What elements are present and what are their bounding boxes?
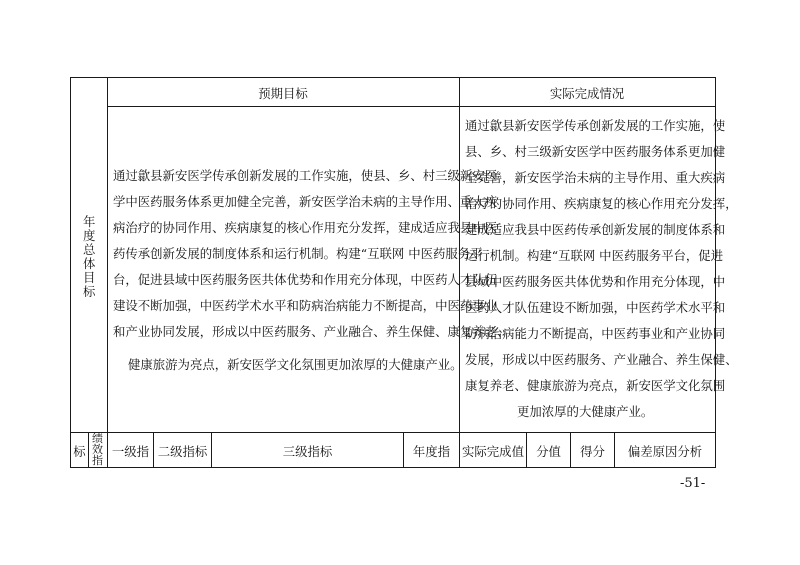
col-divider-1: [88, 432, 89, 468]
col-score-value: 分值: [536, 444, 561, 459]
expected-line: 健康旅游为亮点，新安医学文化氛围更加浓厚的大健康产业。: [128, 357, 463, 372]
col-score: 得分: [580, 444, 605, 459]
page-number: -51-: [680, 476, 706, 491]
actual-line: 运行机制。构建“互联网 中医药服务平台，促进: [465, 248, 724, 263]
table-left-border: [70, 77, 71, 468]
header-row-border: [107, 106, 716, 107]
actual-line: 康复养老、健康旅游为亮点，新安医学文化氛围: [465, 378, 726, 393]
col-level1-indicator: 一级指: [111, 444, 150, 459]
expected-line: 建设不断加强，中医药学术水平和防病治病能力不断提高，中医药事业: [113, 298, 498, 313]
actual-line: 通过歙县新安医学传承创新发展的工作实施，使: [465, 118, 726, 133]
metric-row-top-border: [70, 432, 716, 433]
expected-line: 和产业协同发展，形成以中医药服务、产业融合、养生保健、康复养老、: [113, 324, 510, 339]
expected-line: 学中医药服务体系更加健全完善，新安医学治未病的主导作用、重大疾: [113, 194, 498, 209]
sidebar-bottom-label: 标: [73, 444, 86, 459]
col-deviation-analysis: 偏差原因分析: [627, 444, 703, 459]
actual-line: 医药人才队伍建设不断加强，中医药学术水平和: [465, 300, 726, 315]
expected-title: 预期目标: [258, 86, 308, 101]
section-label-vertical: 年度总体目标: [83, 214, 96, 299]
expected-line: 通过歙县新安医学传承创新发展的工作实施，使县、乡、村三级新安医: [113, 168, 498, 183]
col-annual-indicator: 年度指: [412, 444, 451, 459]
expected-line: 台，促进县域中医药服务医共体优势和作用充分体现，中医药人才队伍: [113, 272, 498, 287]
col-level2-indicator: 二级指标: [157, 444, 208, 459]
actual-line: 县、乡、村三级新安医学中医药服务体系更加健: [465, 144, 726, 159]
table-top-border: [70, 77, 716, 78]
expected-line: 药传承创新发展的制度体系和运行机制。构建“互联网 中医药服务平: [113, 246, 483, 261]
col-actual-value: 实际完成值: [462, 444, 524, 459]
table-bottom-border: [70, 467, 716, 468]
perf-label-vertical: 绩效指: [92, 432, 103, 467]
expected-line: 病治疗的协同作用、疾病康复的核心作用充分发挥，建成适应我县中医: [113, 220, 498, 235]
actual-line: 发展，形成以中医药服务、产业融合、养生保健、: [465, 352, 738, 367]
actual-line: 县域中医药服务医共体优势和作用充分体现，中: [465, 274, 726, 289]
sidebar-divider: [107, 77, 108, 433]
actual-title: 实际完成情况: [549, 86, 625, 101]
col-level3-indicator: 三级指标: [282, 444, 333, 459]
actual-line: 建成适应我县中医药传承创新发展的制度体系和: [465, 222, 726, 237]
actual-line: 更加浓厚的大健康产业。: [517, 404, 654, 419]
actual-line: 全完善，新安医学治未病的主导作用、重大疾病: [465, 170, 726, 185]
actual-line: 防病治病能力不断提高，中医药事业和产业协同: [465, 326, 726, 341]
actual-line: 治疗的协同作用、疾病康复的核心作用充分发挥，: [465, 196, 738, 211]
